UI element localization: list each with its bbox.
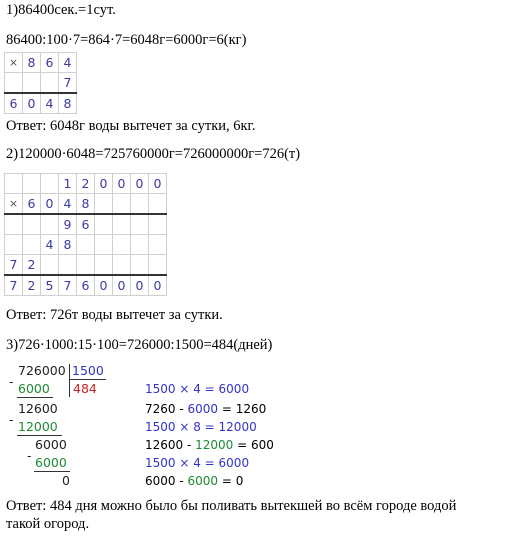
division-bar [69,364,70,397]
explain-step-4: 12600 - 12000 = 600 [145,438,274,452]
rule-3 [34,471,70,472]
digit-cell: 2 [77,174,95,194]
digit-cell: 0 [23,93,41,114]
digit-cell: 1 [59,174,77,194]
explain-step-2: 7260 - 6000 = 1260 [145,402,267,416]
line-2: 86400:100·7=864·7=6048г=6000г=6(кг) [6,32,247,48]
digit-cell: 8 [77,194,95,215]
final-remainder: 0 [62,473,70,488]
digit-cell: 2 [23,255,41,276]
digit-cell [41,73,59,94]
digit-cell: 7 [59,275,77,296]
digit-cell: 8 [59,93,77,114]
dividend: 726000 [18,363,66,378]
digit-cell: 7 [5,255,23,276]
explain-step-1: 1500 × 4 = 6000 [145,382,250,396]
digit-cell: 2 [23,275,41,296]
divisor-rule [70,379,106,380]
minus-sign: - [9,374,14,389]
line-3: 2)120000·6048=725760000г=726000000г=726(т) [6,146,301,162]
multiplication-grid-2 [4,173,167,296]
digit-cell: 4 [41,235,59,255]
digit-cell: 6 [23,194,41,215]
answer-1: Ответ: 6048г воды вытечет за сутки, 6кг. [6,118,256,134]
digit-cell: 6 [77,275,95,296]
digit-cell: 0 [95,275,113,296]
answer-2: Ответ: 726т воды вытечет за сутки. [6,307,223,323]
subtrahend-2: 12000 [18,419,58,434]
remainder-2: 6000 [35,437,67,452]
digit-cell: 8 [59,235,77,255]
digit-cell: 5 [41,275,59,296]
digit-cell: 0 [113,275,131,296]
explain-step-6: 6000 - 6000 = 0 [145,474,244,488]
digit-cell: 6 [77,214,95,235]
rule-1 [17,397,53,398]
line-1: 1)86400сек.=1сут. [6,2,116,18]
subtrahend-1: 6000 [18,381,50,396]
digit-cell: 0 [41,194,59,215]
digit-cell: 7 [59,73,77,94]
rule-2 [17,435,62,436]
digit-cell [23,73,41,94]
digit-cell: 4 [59,53,77,73]
digit-cell: 6 [5,93,23,114]
digit-cell: 7 [5,275,23,296]
digit-cell: 4 [41,93,59,114]
explain-step-3: 1500 × 8 = 12000 [145,420,257,434]
digit-cell: 0 [149,275,167,296]
digit-cell: 0 [131,174,149,194]
divisor: 1500 [72,363,104,378]
answer-3-line-2: такой огород. [6,516,90,532]
explain-step-5: 1500 × 4 = 6000 [145,456,250,470]
digit-cell: 0 [149,174,167,194]
digit-cell: 9 [59,214,77,235]
subtrahend-3: 6000 [35,455,67,470]
minus-sign: - [9,412,14,427]
digit-cell: 6 [41,53,59,73]
line-4: 3)726·1000:15·100=726000:1500=484(дней) [6,337,273,353]
digit-cell: 0 [131,275,149,296]
remainder-1: 12600 [18,401,58,416]
times-sign: × [5,194,23,215]
minus-sign: - [27,448,32,463]
digit-cell: 0 [113,174,131,194]
digit-cell: 0 [95,174,113,194]
answer-3-line-1: Ответ: 484 дня можно было бы поливать вытекшей во всём городе водой [6,498,457,514]
quotient: 484 [73,381,97,396]
digit-cell: 8 [23,53,41,73]
times-sign: × [5,53,23,73]
multiplication-grid-1 [4,52,77,114]
digit-cell: 4 [59,194,77,215]
digit-cell [5,73,23,94]
